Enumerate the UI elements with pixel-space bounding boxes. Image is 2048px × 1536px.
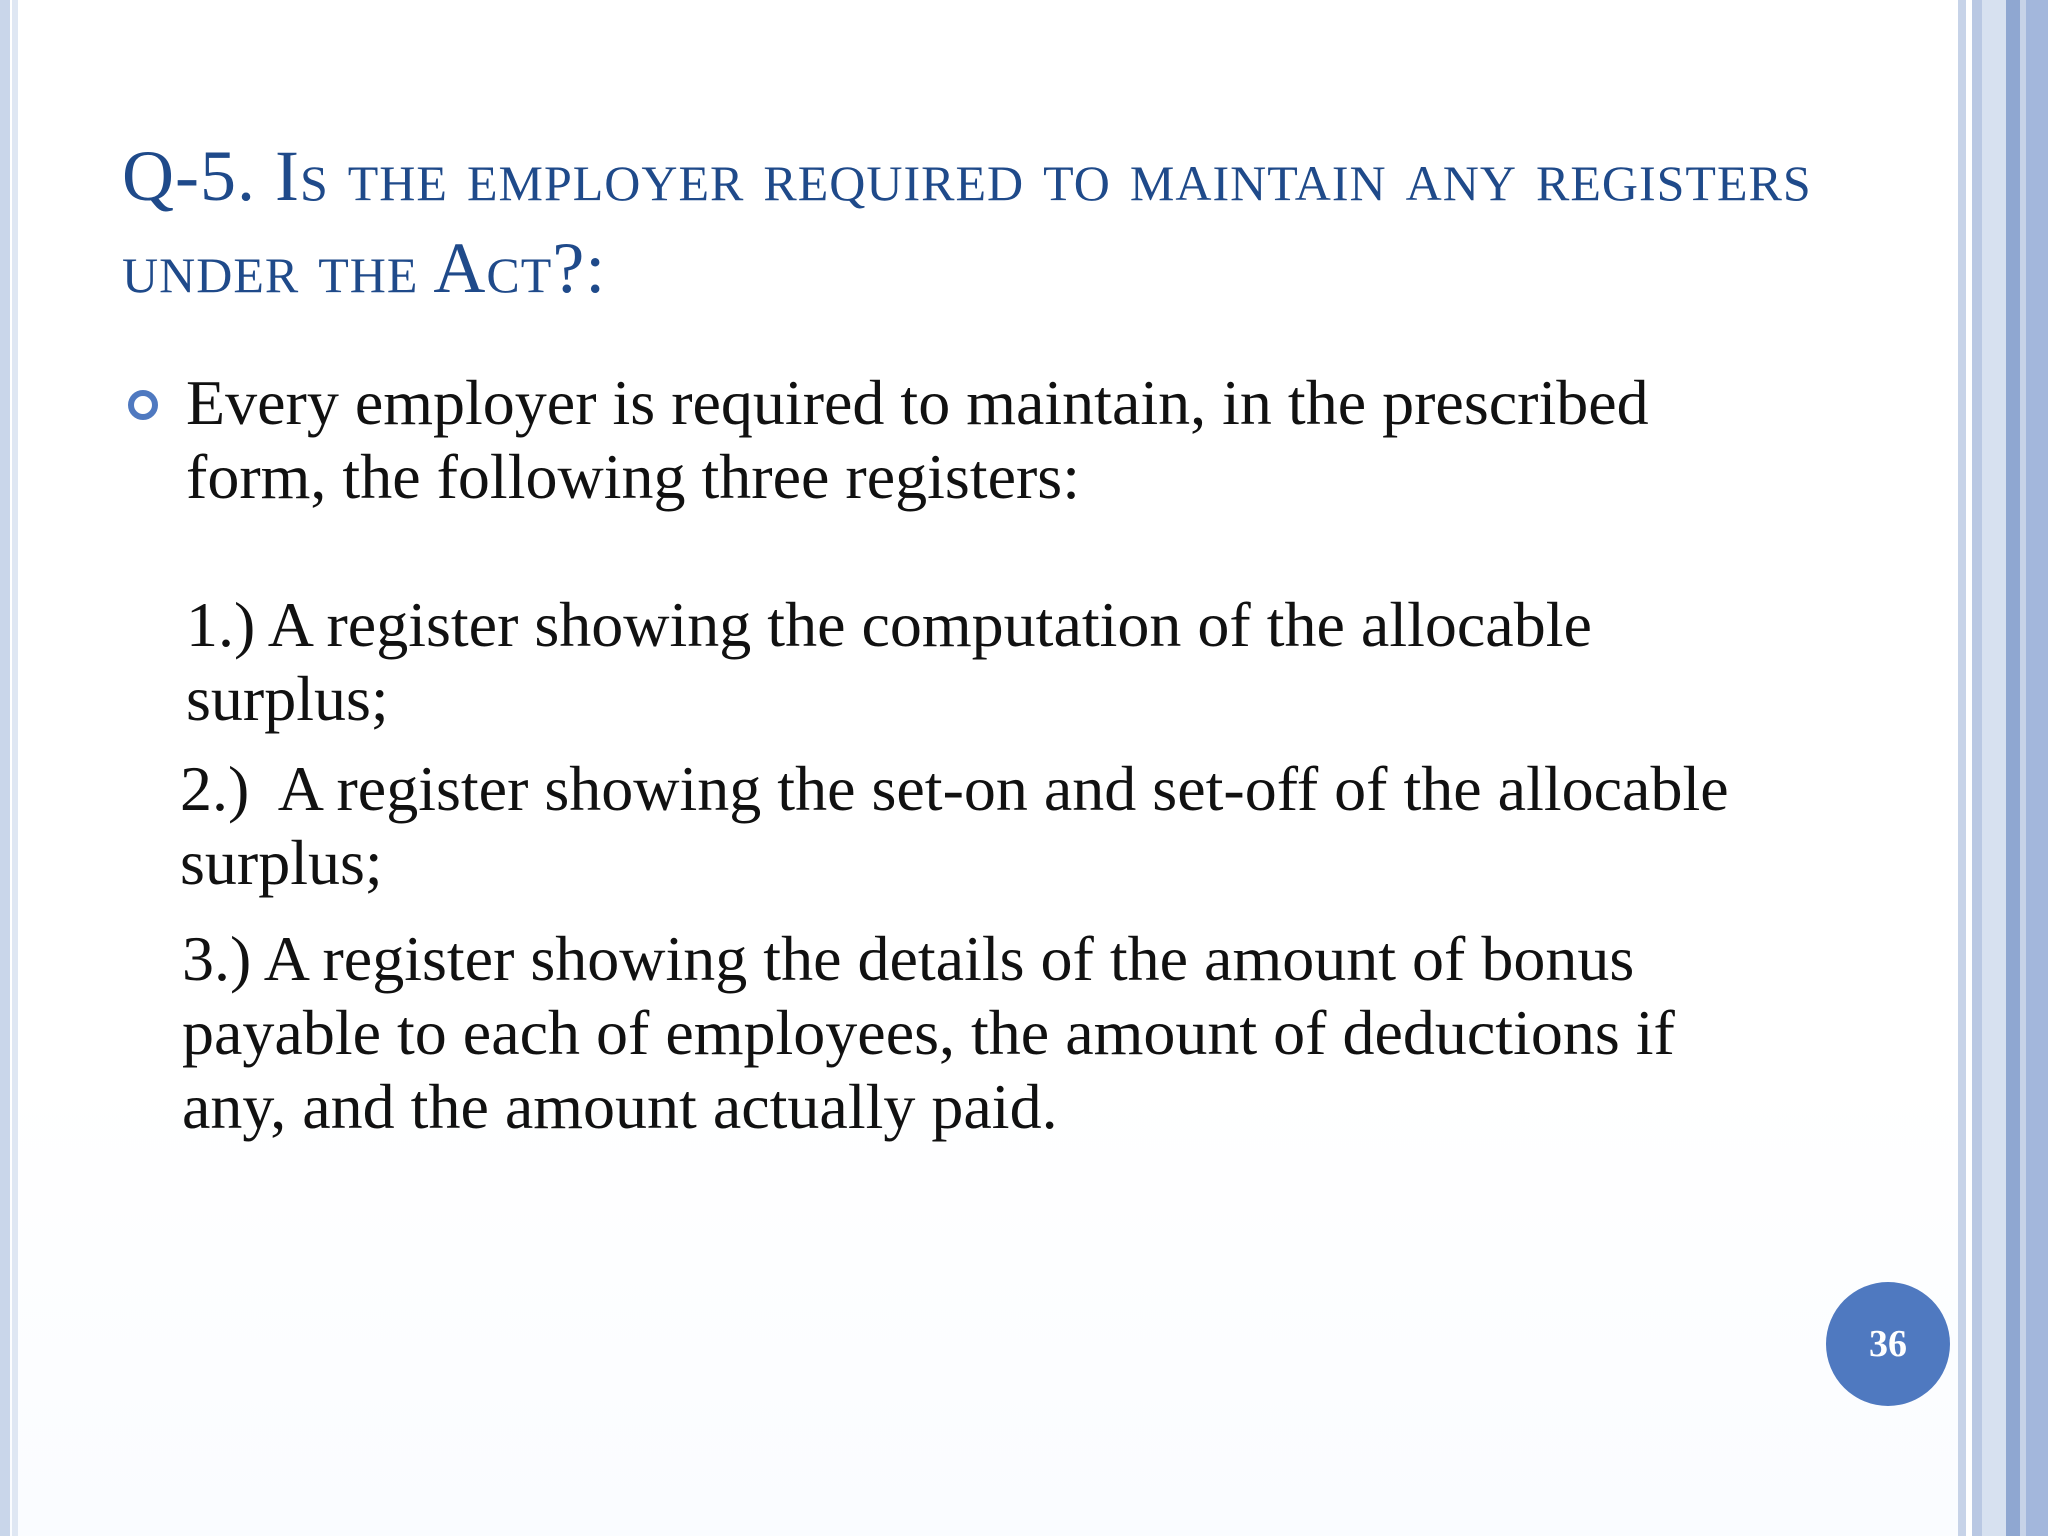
bullet-text: Every employer is required to maintain, in the prescribed form, the following three registers: bbox=[186, 367, 1649, 512]
register-item-1: 1.) A register showing the computation of the allocable surplus; bbox=[186, 589, 1592, 734]
bullet-item bbox=[122, 366, 1742, 514]
right-frame-stripes bbox=[1958, 0, 2048, 1536]
register-item-3: 3.) A register showing the details of the amount of bonus payable to each of employees, the amount of deductions if any, and the amount actually paid. bbox=[182, 923, 1675, 1142]
slide-title: Q-5. Is the employer required to maintain any registers under the Act?: bbox=[122, 136, 1812, 308]
hollow-circle-bullet-icon bbox=[128, 390, 158, 420]
page-number-badge: 36 bbox=[1826, 1282, 1950, 1406]
slide-body bbox=[122, 366, 1745, 1144]
register-item-2: 2.) A register showing the set-on and set-off of the allocable surplus; bbox=[180, 753, 1745, 898]
left-frame-line-inner bbox=[12, 0, 18, 1536]
left-frame-line bbox=[0, 0, 10, 1536]
